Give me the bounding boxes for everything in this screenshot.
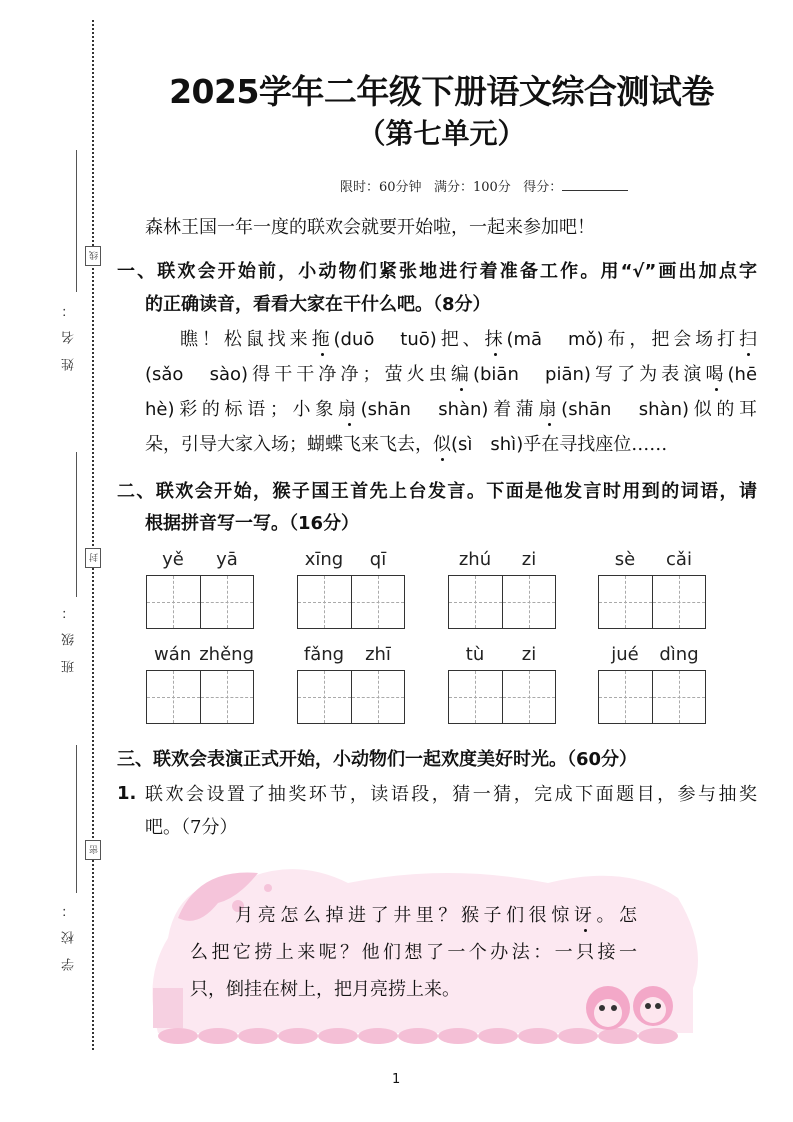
pinyin-options: (sì shì) xyxy=(451,434,524,455)
pinyin-syllable: zhú xyxy=(458,549,492,570)
time-limit: 限时：60分钟 xyxy=(340,180,422,195)
seal-mark-mi: 密 xyxy=(85,840,101,860)
writing-cell[interactable] xyxy=(351,576,405,628)
pinyin-syllable: qī xyxy=(369,549,387,570)
text-line xyxy=(180,328,757,352)
text-segment: 只，倒挂在树上，把月亮捞上来。 xyxy=(190,979,460,1000)
pinyin-syllable: zi xyxy=(521,549,537,570)
pinyin-syllable: zhī xyxy=(365,644,391,665)
dotted-character: 喝 xyxy=(705,364,728,385)
pinyin-syllable: zi xyxy=(521,644,537,665)
writing-cell[interactable] xyxy=(200,576,254,628)
pinyin-syllable: yā xyxy=(216,549,238,570)
writing-cell[interactable] xyxy=(652,671,706,723)
full-score: 满分：100分 xyxy=(433,180,511,195)
text-segment: 瞧！松鼠找来 xyxy=(180,329,312,350)
intro-text: 森林王国一年一度的联欢会就要开始啦，一起来参加吧！ xyxy=(145,217,595,238)
pinyin-label xyxy=(146,644,254,665)
pinyin-options: hè) xyxy=(145,399,175,420)
pinyin-options: (duō tuō) xyxy=(333,329,437,350)
writing-grid[interactable] xyxy=(146,670,254,724)
dotted-character: 扇 xyxy=(337,399,361,420)
name-label: 姓名： xyxy=(62,290,77,371)
writing-cell[interactable] xyxy=(502,671,556,723)
monkey-icon xyxy=(633,986,673,1026)
text-segment: 着蒲 xyxy=(488,399,539,420)
text-line xyxy=(190,904,637,928)
pinyin-label xyxy=(598,549,706,570)
pinyin-options: (biān piān) xyxy=(472,364,591,385)
score-blank[interactable] xyxy=(562,178,628,191)
text-segment: 乎在寻找座位…… xyxy=(523,434,668,455)
seal-mark-xian: 线 xyxy=(85,246,101,266)
section3-heading: 三、联欢会表演正式开始，小动物们一起欢度美好时光。（60分） xyxy=(117,749,638,770)
text-line xyxy=(145,433,757,457)
writing-cell[interactable] xyxy=(351,671,405,723)
school-label: 学校： xyxy=(62,890,77,971)
writing-cell[interactable] xyxy=(502,576,556,628)
writing-cell[interactable] xyxy=(449,576,502,628)
dotted-character: 拖 xyxy=(311,329,334,350)
text-segment: 布，把会场打 xyxy=(603,329,740,350)
text-segment: 写了为表演 xyxy=(590,364,706,385)
writing-grid[interactable] xyxy=(146,575,254,629)
writing-cell[interactable] xyxy=(200,671,254,723)
pinyin-syllable: jué xyxy=(611,644,639,665)
text-line xyxy=(190,978,637,1002)
dotted-character: 讶 xyxy=(573,905,597,926)
question-number: 1. xyxy=(117,783,137,804)
dotted-character: 编 xyxy=(450,364,473,385)
text-line xyxy=(145,398,757,422)
pinyin-label xyxy=(598,644,706,665)
pinyin-options: (mā mǒ) xyxy=(506,329,604,350)
pinyin-label xyxy=(297,549,405,570)
pinyin-syllable: cǎi xyxy=(666,549,692,570)
banner-decor xyxy=(153,988,183,1028)
writing-grid[interactable] xyxy=(448,575,556,629)
text-segment: 把、 xyxy=(436,329,485,350)
school-field-line[interactable] xyxy=(76,745,77,893)
pinyin-label xyxy=(448,549,556,570)
pinyin-label xyxy=(297,644,405,665)
pinyin-syllable: fǎng xyxy=(303,644,345,665)
name-field-line[interactable] xyxy=(76,150,77,292)
text-segment: 。怎 xyxy=(596,905,638,926)
dotted-character: 扇 xyxy=(538,399,562,420)
text-segment: 彩的标语；小象 xyxy=(174,399,338,420)
q1-text-line1: 联欢会设置了抽奖环节，读语段，猜一猜，完成下面题目，参与抽奖 xyxy=(145,784,757,805)
text-segment: 月亮怎么掉进了井里？猴子们很惊 xyxy=(190,905,574,926)
pinyin-options: (hē xyxy=(727,364,758,385)
pinyin-syllable: yě xyxy=(162,549,184,570)
dotted-character: 扫 xyxy=(739,329,758,350)
writing-cell[interactable] xyxy=(599,671,652,723)
text-segment: 朵，引导大家入场；蝴蝶飞来飞去， xyxy=(145,434,433,455)
section2-heading-line2: 根据拼音写一写。（16分） xyxy=(145,513,360,534)
q1-text-line2: 吧。（7分） xyxy=(145,817,238,838)
pinyin-label xyxy=(448,644,556,665)
text-line xyxy=(190,941,637,965)
pinyin-syllable: sè xyxy=(614,549,636,570)
writing-cell[interactable] xyxy=(298,576,351,628)
pinyin-options: (shān shàn) xyxy=(561,399,690,420)
binding-dotted-line xyxy=(92,20,94,1050)
writing-grid[interactable] xyxy=(297,670,405,724)
pinyin-syllable: xīng xyxy=(304,549,344,570)
score-label: 得分： xyxy=(523,180,563,195)
dotted-character: 抹 xyxy=(484,329,507,350)
class-label: 班级： xyxy=(62,592,77,673)
writing-grid[interactable] xyxy=(598,670,706,724)
dotted-character: 似 xyxy=(433,434,451,455)
writing-grid[interactable] xyxy=(598,575,706,629)
text-segment: 似的耳 xyxy=(689,399,758,420)
writing-cell[interactable] xyxy=(449,671,502,723)
writing-cell[interactable] xyxy=(652,576,706,628)
section1-heading-line1: 一、联欢会开始前，小动物们紧张地进行着准备工作。用“√”画出加点字 xyxy=(117,261,757,282)
writing-grid[interactable] xyxy=(297,575,405,629)
pinyin-syllable: tù xyxy=(465,644,485,665)
text-segment: 得干干净净；萤火虫 xyxy=(248,364,451,385)
writing-cell[interactable] xyxy=(599,576,652,628)
writing-grid[interactable] xyxy=(448,670,556,724)
page-subtitle: （第七单元） xyxy=(357,117,526,150)
text-segment: 么把它捞上来呢？他们想了一个办法：一只接一 xyxy=(190,942,637,963)
writing-cell[interactable] xyxy=(147,576,200,628)
page-title: 2025学年二年级下册语文综合测试卷 xyxy=(169,72,714,111)
text-line xyxy=(145,363,757,387)
section2-heading-line1: 二、联欢会开始，猴子国王首先上台发言。下面是他发言时用到的词语，请 xyxy=(117,481,757,502)
pinyin-syllable: dìng xyxy=(659,644,699,665)
pinyin-syllable: zhěng xyxy=(199,644,254,665)
page-number: 1 xyxy=(392,1072,401,1087)
section1-heading-line2: 的正确读音，看看大家在干什么吧。（8分） xyxy=(145,294,491,315)
pinyin-label xyxy=(146,549,254,570)
exam-meta xyxy=(340,176,628,195)
writing-cell[interactable] xyxy=(147,671,200,723)
writing-cell[interactable] xyxy=(298,671,351,723)
pinyin-options: (sǎo sào) xyxy=(145,364,249,385)
class-field-line[interactable] xyxy=(76,452,77,597)
seal-mark-feng: 封 xyxy=(85,548,101,568)
pinyin-options: (shān shàn) xyxy=(360,399,489,420)
pinyin-syllable: wán xyxy=(154,644,192,665)
